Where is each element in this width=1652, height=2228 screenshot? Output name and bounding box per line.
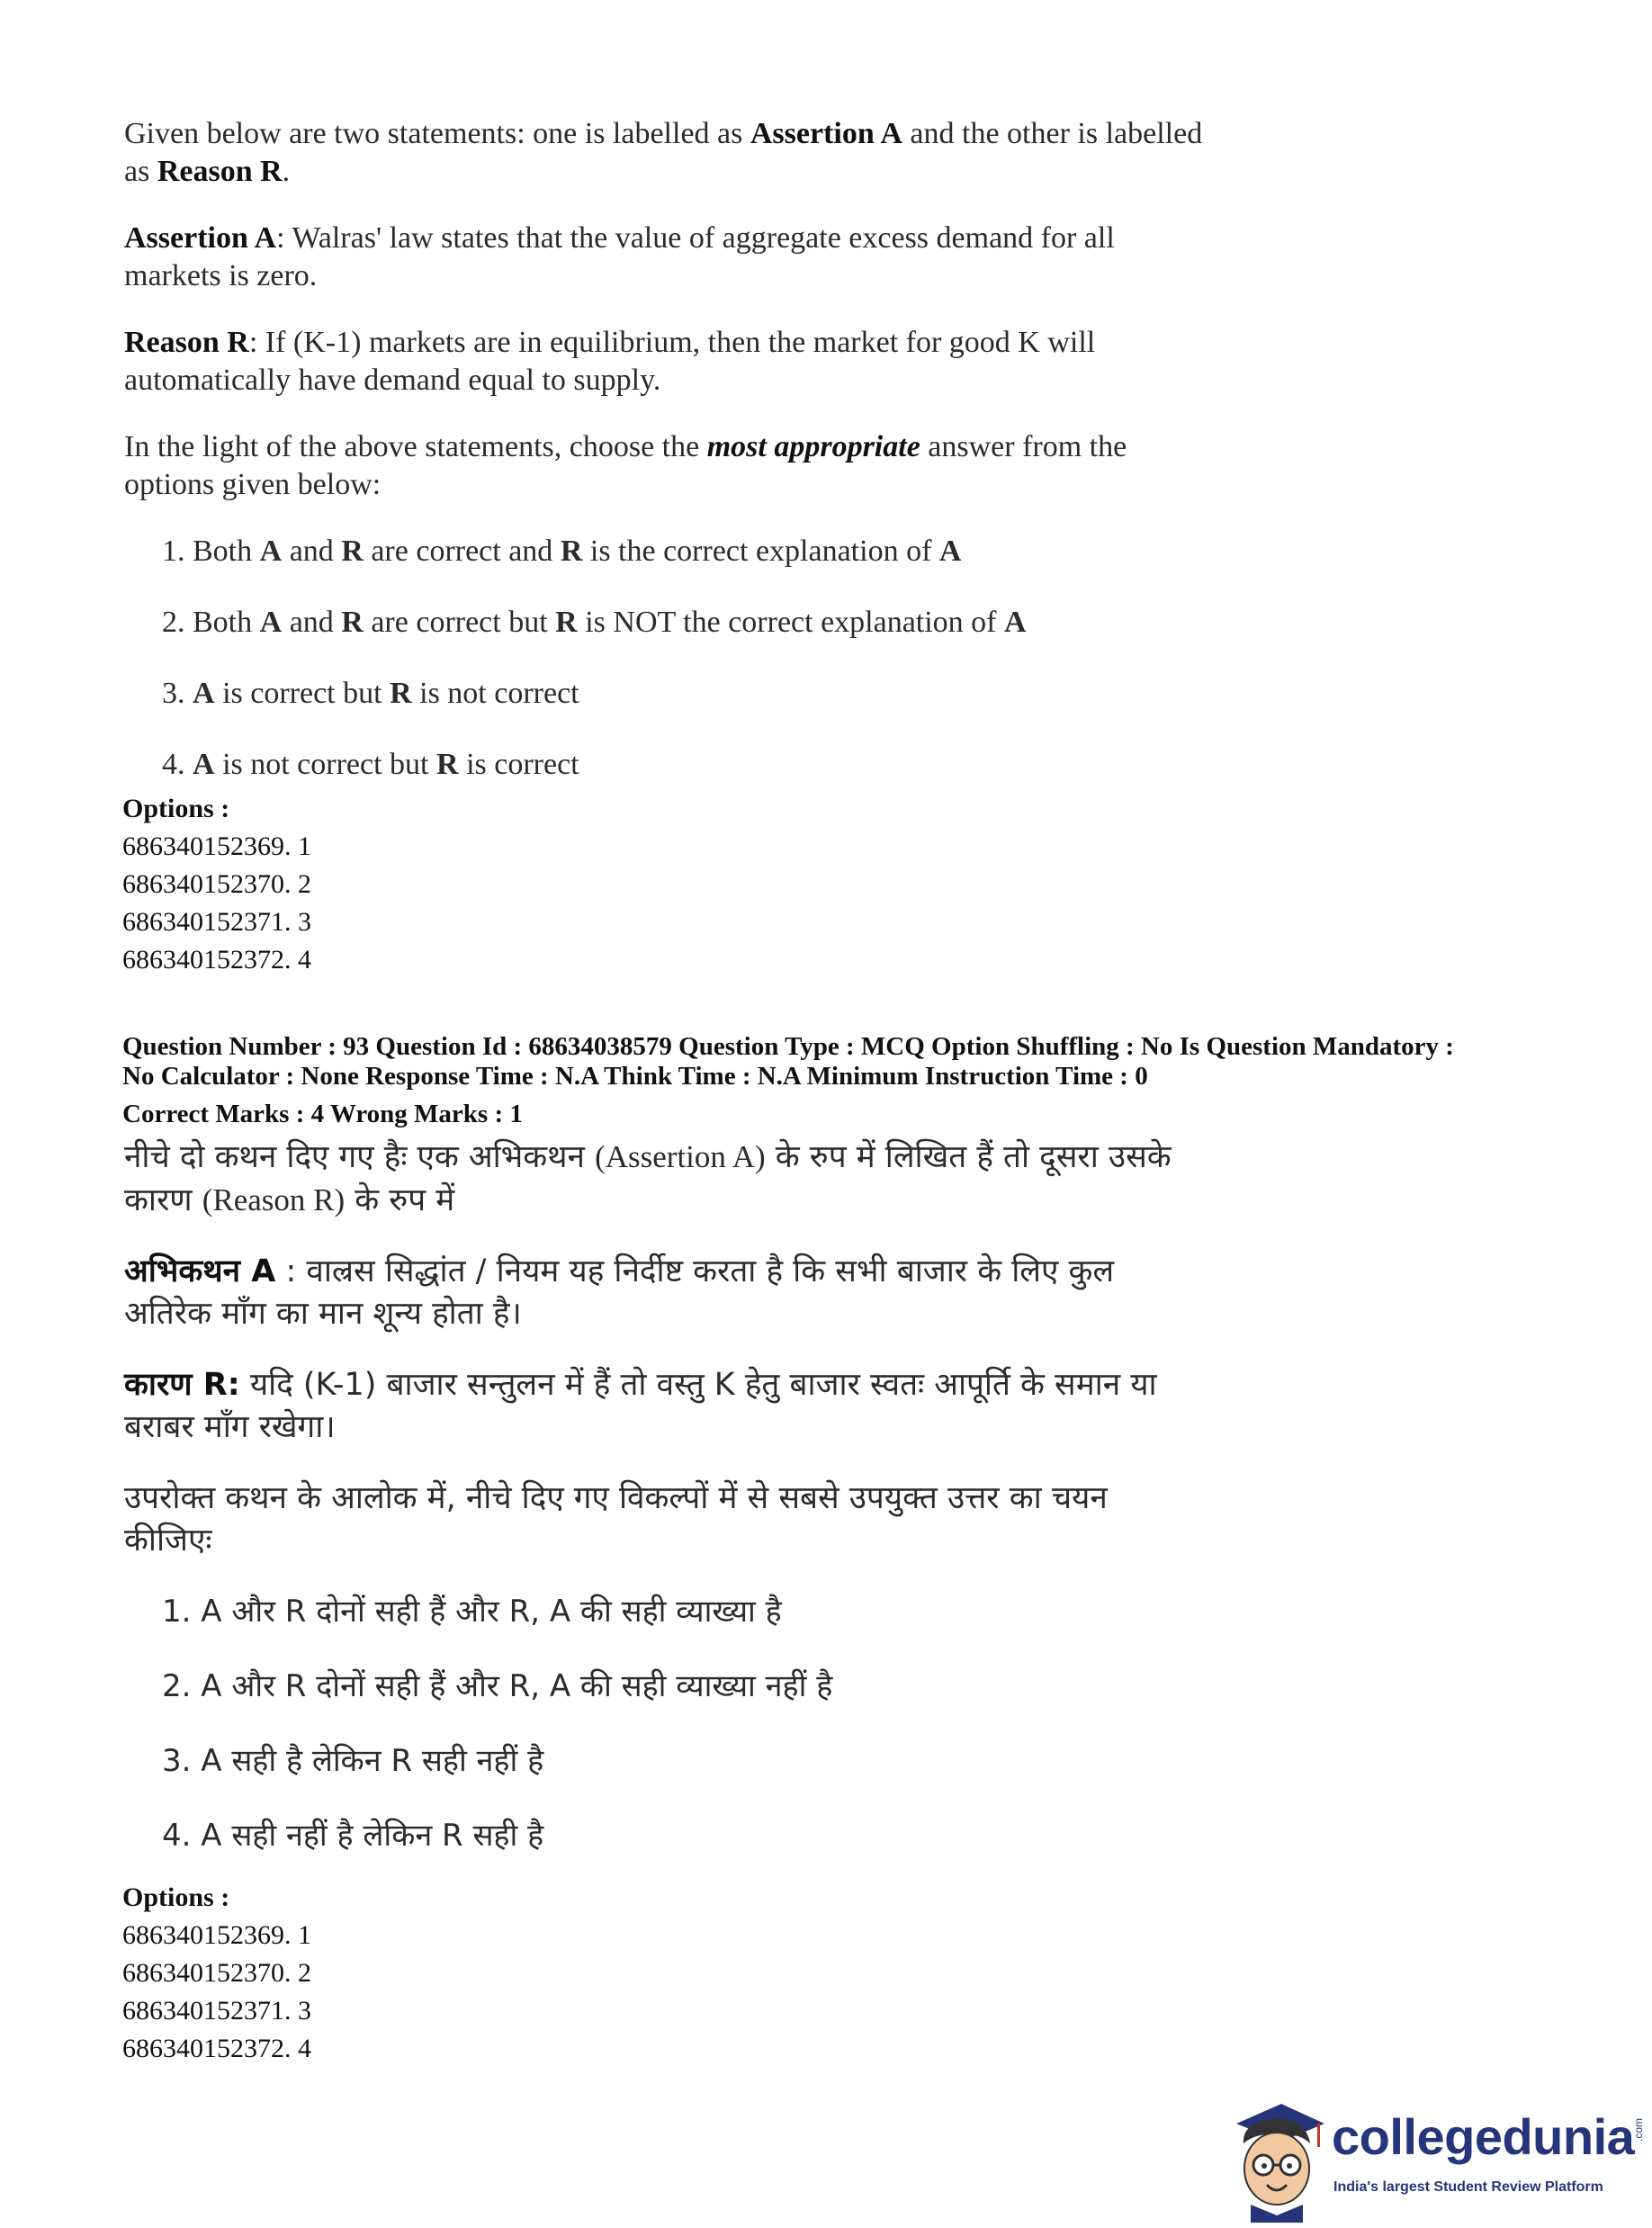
options-title: Options : <box>122 794 230 823</box>
choice-item: 4. A is not correct but R is correct <box>162 748 579 781</box>
options-title: Options : <box>122 1882 230 1912</box>
hindi-question <box>124 1136 1204 1857</box>
hindi-intro-statement: नीचे दो कथन दिए गए हैः एक अभिकथन (Assertion A) के रुप में लिखित हैं तो दूसरा उसके कारण (Reason R) के रुप में <box>124 1139 1172 1218</box>
assertion-statement: Assertion A: Walras' law states that the value of aggregate excess demand for all markets is zero. <box>124 221 1115 292</box>
english-question <box>124 115 1204 784</box>
hindi-reason-statement: कारण R: यदि (K-1) बाजार सन्तुलन में हैं तो वस्तु K हेतु बाजार स्वतः आपूर्ति के समान या बराबर माँग रखेगा। <box>124 1367 1157 1445</box>
intro-statement: Given below are two statements: one is labelled as Assertion A and the other is labelled as Reason R. <box>124 117 1203 188</box>
hindi-choice-item: 2. A और R दोनों सही हैं और R, A की सही व्याख्या नहीं है <box>162 1668 833 1704</box>
hindi-choice-list <box>124 1591 1204 1857</box>
logo-tagline: India's largest Student Review Platform <box>1333 2179 1603 2195</box>
hindi-choice-item: 3. A सही है लेकिन R सही नहीं है <box>162 1743 544 1779</box>
logo-tld: .com <box>1632 2117 1646 2143</box>
logo-wordmark: collegedunia <box>1332 2108 1635 2165</box>
option-id: 686340152370. 2 <box>122 869 311 899</box>
option-id: 686340152372. 4 <box>122 945 311 975</box>
choice-item: 2. Both A and R are correct but R is NOT the correct explanation of A <box>162 606 1027 639</box>
option-id: 686340152372. 4 <box>122 2034 311 2063</box>
collegedunia-logo <box>1224 2097 1647 2223</box>
hindi-choice-item: 1. A और R दोनों सही हैं और R, A की सही व्याख्या है <box>162 1594 782 1630</box>
hindi-assertion-statement: अभिकथन A : वाल्रस सिद्धांत / नियम यह निर्दीष्ट करता है कि सभी बाजार के लिए कुल अतिरेक माँग का मान शून्य होता है। <box>124 1253 1115 1332</box>
question-meta <box>122 1032 1598 1129</box>
meta-line: Question Number : 93 Question Id : 68634038579 Question Type : MCQ Option Shuffling : No Is Question Mandatory : <box>122 1032 1454 1061</box>
hindi-instruction-text: उपरोक्त कथन के आलोक में, नीचे दिए गए विकल्पों में से सबसे उपयुक्त उत्तर का चयन कीजिएः <box>124 1480 1108 1559</box>
option-id: 686340152370. 2 <box>122 1958 311 1988</box>
option-id: 686340152371. 3 <box>122 1996 311 2026</box>
reason-statement: Reason R: If (K-1) markets are in equilibrium, then the market for good K will automatically have demand equal to supply. <box>124 326 1096 397</box>
instruction-text: In the light of the above statements, choose the most appropriate answer from the options given below: <box>124 430 1127 501</box>
student-mascot-icon <box>1224 2097 1330 2223</box>
choice-item: 3. A is correct but R is not correct <box>162 677 579 710</box>
choice-list <box>124 533 1204 784</box>
marks-line: Correct Marks : 4 Wrong Marks : 1 <box>122 1100 523 1128</box>
option-id: 686340152371. 3 <box>122 907 311 937</box>
options-list <box>122 790 311 979</box>
meta-line: No Calculator : None Response Time : N.A Think Time : N.A Minimum Instruction Time : 0 <box>122 1062 1148 1091</box>
options-list <box>122 1879 311 2068</box>
choice-item: 1. Both A and R are correct and R is the correct explanation of A <box>162 535 962 568</box>
option-id: 686340152369. 1 <box>122 831 311 861</box>
option-id: 686340152369. 1 <box>122 1920 311 1950</box>
hindi-choice-item: 4. A सही नहीं है लेकिन R सही है <box>162 1818 544 1854</box>
